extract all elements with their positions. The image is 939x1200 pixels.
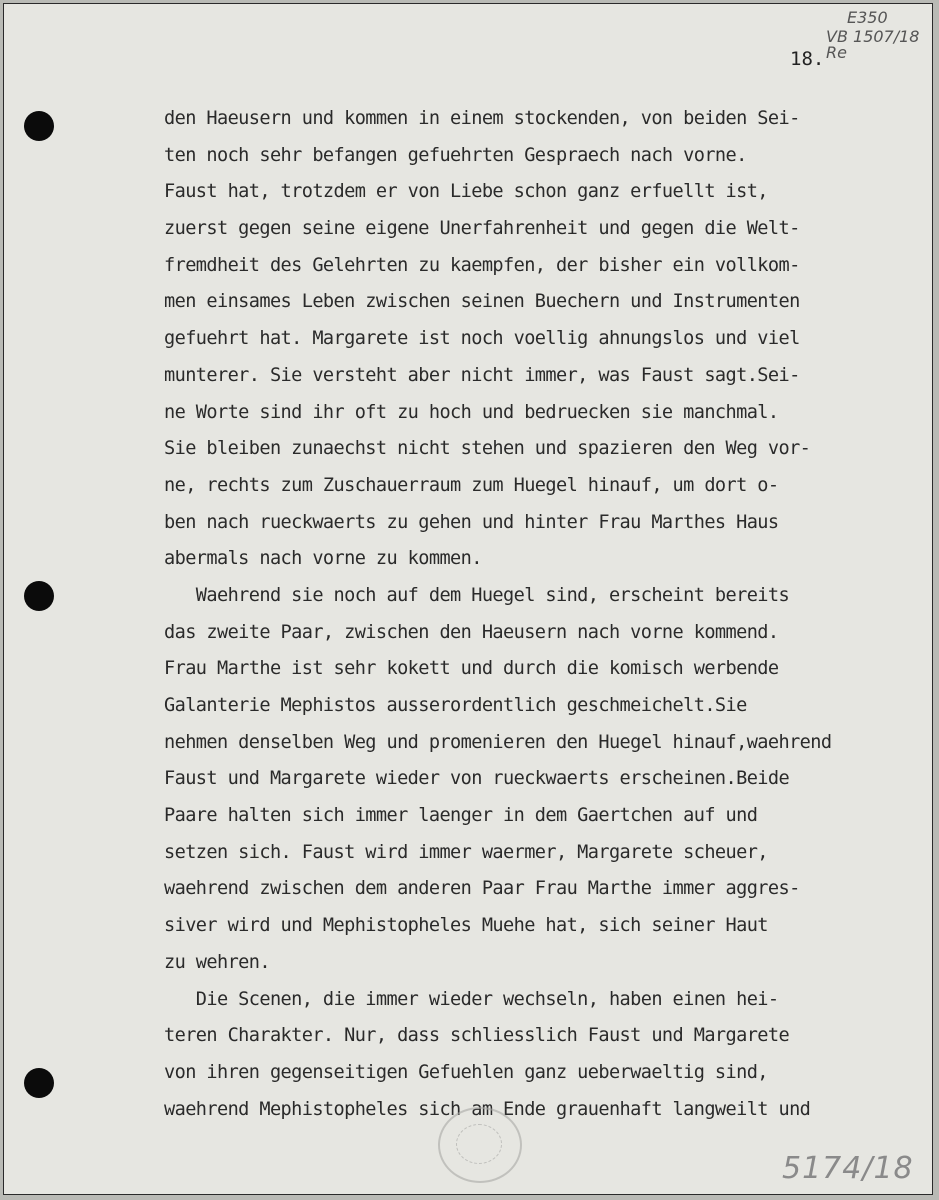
faded-stamp-inner — [456, 1124, 502, 1164]
text-line: fremdheit des Gelehrten zu kaempfen, der bisher ein vollkom- — [164, 254, 800, 276]
text-line: den Haeusern und kommen in einem stockenden, von beiden Sei- — [164, 108, 800, 129]
text-line: ne Worte sind ihr oft zu hoch und bedruecken sie manchmal. — [164, 401, 779, 423]
text-line: setzen sich. Faust wird immer waermer, Margarete scheuer, — [164, 841, 768, 863]
punch-hole — [24, 111, 54, 141]
text-line: Paare halten sich immer laenger in dem Gaertchen auf und — [164, 805, 758, 827]
text-line: Sie bleiben zunaechst nicht stehen und spazieren den Weg vor- — [164, 438, 811, 460]
text-line: Faust hat, trotzdem er von Liebe schon ganz erfuellt ist, — [164, 181, 768, 203]
text-line: nehmen denselben Weg und promenieren den Huegel hinauf,waehrend — [164, 731, 832, 753]
text-line: ten noch sehr befangen gefuehrten Gespraech nach vorne. — [164, 144, 747, 166]
text-line: das zweite Paar, zwischen den Haeusern nach vorne kommend. — [164, 621, 779, 643]
typed-body-text — [164, 101, 933, 1128]
text-line: Die Scenen, die immer wieder wechseln, haben einen hei- — [164, 988, 779, 1010]
text-line: ben nach rueckwaerts zu gehen und hinter Frau Marthes Haus — [164, 511, 779, 533]
text-line: abermals nach vorne zu kommen. — [164, 548, 482, 570]
document-page — [3, 3, 933, 1195]
text-line: waehrend Mephistopheles sich am Ende grauenhaft langweilt und — [164, 1098, 811, 1120]
text-line: von ihren gegenseitigen Gefuehlen ganz ueberwaeltig sind, — [164, 1061, 768, 1083]
text-line: siver wird und Mephistopheles Muehe hat, sich seiner Haut — [164, 915, 768, 937]
text-line: waehrend zwischen dem anderen Paar Frau Marthe immer aggres- — [164, 878, 800, 900]
punch-hole — [24, 581, 54, 611]
text-line: Galanterie Mephistos ausserordentlich geschmeichelt.Sie — [164, 695, 747, 716]
text-line: ne, rechts zum Zuschauerraum zum Huegel hinauf, um dort o- — [164, 474, 779, 496]
page-number: 18. — [790, 48, 825, 70]
archive-note-line2: VB 1507/18 Re — [826, 27, 920, 62]
punch-hole — [24, 1068, 54, 1098]
archive-note-line1: E350 — [847, 8, 888, 27]
text-line: zuerst gegen seine eigene Unerfahrenheit und gegen die Welt- — [164, 218, 800, 240]
text-line: teren Charakter. Nur, dass schliesslich Faust und Margarete — [164, 1025, 790, 1047]
text-line: gefuehrt hat. Margarete ist noch voellig ahnungslos und viel — [164, 328, 800, 350]
text-line: munterer. Sie versteht aber nicht immer, was Faust sagt.Sei- — [164, 364, 800, 386]
archive-note-bottom: 5174/18 — [782, 1151, 914, 1186]
text-line: Waehrend sie noch auf dem Huegel sind, erscheint bereits — [164, 584, 790, 606]
text-line: men einsames Leben zwischen seinen Buechern und Instrumenten — [164, 291, 800, 313]
text-line: Faust und Margarete wieder von rueckwaerts erscheinen.Beide — [164, 768, 790, 790]
text-line: zu wehren. — [164, 951, 270, 973]
text-line: Frau Marthe ist sehr kokett und durch die komisch werbende — [164, 658, 779, 680]
